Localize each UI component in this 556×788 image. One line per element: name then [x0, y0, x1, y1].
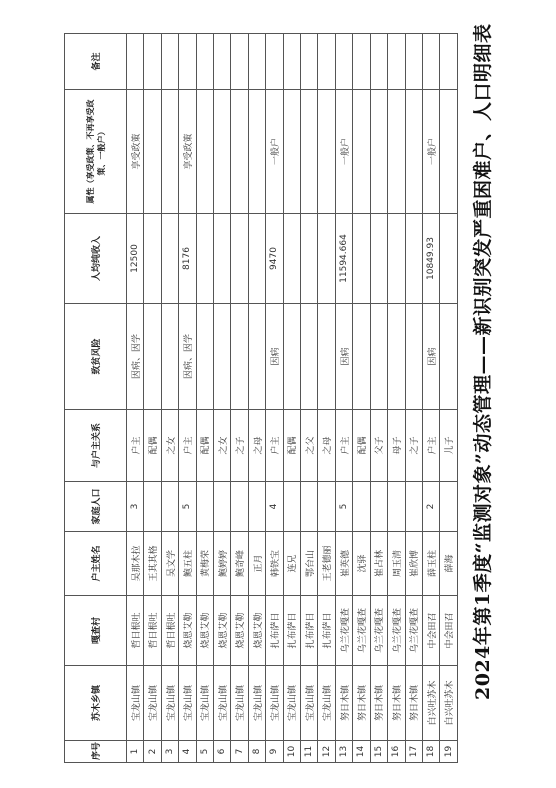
cell-township: 努日木镇 — [335, 666, 352, 741]
cell-seq: 18 — [422, 741, 439, 763]
cell-attribute — [301, 90, 318, 214]
cell-cause: 因病 — [266, 304, 283, 410]
cell-township: 努日木镇 — [370, 666, 387, 741]
cell-seq: 14 — [353, 741, 370, 763]
header-household-size: 家庭人口 — [65, 482, 127, 532]
cell-seq: 11 — [301, 741, 318, 763]
cell-income — [370, 214, 387, 304]
header-township: 苏木乡镇 — [65, 666, 127, 741]
cell-head-name: 崔英德 — [335, 532, 352, 596]
cell-head-name: 崔欣博 — [405, 532, 422, 596]
cell-household-size — [248, 482, 265, 532]
cell-seq: 5 — [196, 741, 213, 763]
cell-attribute: 一般户 — [266, 90, 283, 214]
cell-relation: 户主 — [266, 410, 283, 482]
cell-remark — [283, 34, 300, 90]
cell-income — [214, 214, 231, 304]
header-head-name: 户主姓名 — [65, 532, 127, 596]
cell-seq: 3 — [161, 741, 178, 763]
cell-village: 扎布萨日 — [266, 596, 283, 666]
cell-cause — [214, 304, 231, 410]
cell-income — [248, 214, 265, 304]
cell-head-name: 周玉清 — [388, 532, 405, 596]
cell-cause — [440, 304, 458, 410]
cell-relation: 儿子 — [440, 410, 458, 482]
cell-head-name: 王老德丽 — [318, 532, 335, 596]
cell-head-name: 正月 — [248, 532, 265, 596]
cell-relation: 之女 — [161, 410, 178, 482]
header-cause: 致贫风险 — [65, 304, 127, 410]
table-row — [231, 34, 248, 763]
cell-relation: 之母 — [318, 410, 335, 482]
cell-village: 扎布萨日 — [318, 596, 335, 666]
cell-remark — [422, 34, 439, 90]
cell-township: 宝龙山镇 — [301, 666, 318, 741]
cell-township: 白兴吐苏木 — [440, 666, 458, 741]
table-row — [266, 34, 283, 763]
cell-seq: 13 — [335, 741, 352, 763]
cell-remark — [388, 34, 405, 90]
cell-cause — [248, 304, 265, 410]
cell-seq: 17 — [405, 741, 422, 763]
cell-household-size: 4 — [266, 482, 283, 532]
cell-attribute — [405, 90, 422, 214]
cell-remark — [127, 34, 144, 90]
cell-cause — [196, 304, 213, 410]
cell-village: 扎布萨日 — [301, 596, 318, 666]
table-row — [422, 34, 439, 763]
cell-remark — [370, 34, 387, 90]
cell-cause — [370, 304, 387, 410]
cell-relation: 之子 — [231, 410, 248, 482]
cell-attribute — [370, 90, 387, 214]
header-village: 嘎查村 — [65, 596, 127, 666]
cell-village: 哲日根吐 — [144, 596, 161, 666]
cell-cause: 因病、因学 — [179, 304, 196, 410]
table-row — [248, 34, 265, 763]
cell-township: 宝龙山镇 — [248, 666, 265, 741]
cell-seq: 15 — [370, 741, 387, 763]
cell-income: 10849.93 — [422, 214, 439, 304]
cell-income — [440, 214, 458, 304]
table-row — [161, 34, 178, 763]
cell-village: 烧恩艾勒 — [179, 596, 196, 666]
table-row — [318, 34, 335, 763]
cell-relation: 配偶 — [353, 410, 370, 482]
cell-village: 乌兰花嘎查 — [335, 596, 352, 666]
cell-remark — [335, 34, 352, 90]
table-row — [335, 34, 352, 763]
cell-attribute — [318, 90, 335, 214]
cell-village: 烧恩艾勒 — [248, 596, 265, 666]
cell-cause — [231, 304, 248, 410]
cell-village: 乌兰花嘎查 — [370, 596, 387, 666]
cell-attribute — [144, 90, 161, 214]
cell-head-name: 吴那木拉 — [127, 532, 144, 596]
cell-relation: 之父 — [301, 410, 318, 482]
cell-relation: 配偶 — [196, 410, 213, 482]
cell-seq: 2 — [144, 741, 161, 763]
cell-household-size — [370, 482, 387, 532]
cell-cause — [283, 304, 300, 410]
cell-income: 9470 — [266, 214, 283, 304]
cell-village: 哲日根吐 — [127, 596, 144, 666]
cell-head-name: 韩铁宝 — [266, 532, 283, 596]
cell-seq: 6 — [214, 741, 231, 763]
cell-relation: 配偶 — [144, 410, 161, 482]
cell-attribute — [161, 90, 178, 214]
cell-township: 宝龙山镇 — [266, 666, 283, 741]
header-relation: 与户主关系 — [65, 410, 127, 482]
header-seq: 序号 — [65, 741, 127, 763]
table-row — [440, 34, 458, 763]
cell-household-size — [161, 482, 178, 532]
cell-seq: 10 — [283, 741, 300, 763]
cell-head-name: 连兄 — [283, 532, 300, 596]
cell-remark — [161, 34, 178, 90]
cell-remark — [179, 34, 196, 90]
cell-attribute: 一般户 — [335, 90, 352, 214]
cell-township: 宝龙山镇 — [283, 666, 300, 741]
cell-relation: 之女 — [214, 410, 231, 482]
cell-village: 烧恩艾勒 — [196, 596, 213, 666]
cell-remark — [318, 34, 335, 90]
cell-head-name: 鲍奇峰 — [231, 532, 248, 596]
table-row — [353, 34, 370, 763]
cell-relation: 之子 — [405, 410, 422, 482]
cell-household-size — [388, 482, 405, 532]
cell-township: 努日木镇 — [388, 666, 405, 741]
cell-attribute: 一般户 — [422, 90, 439, 214]
cell-relation: 父子 — [370, 410, 387, 482]
cell-income: 11594.664 — [335, 214, 352, 304]
cell-household-size — [318, 482, 335, 532]
table-row — [388, 34, 405, 763]
cell-cause: 因病 — [422, 304, 439, 410]
cell-income — [301, 214, 318, 304]
cell-township: 宝龙山镇 — [161, 666, 178, 741]
cell-village: 烧恩艾勒 — [231, 596, 248, 666]
header-remark: 备注 — [65, 34, 127, 90]
cell-income — [161, 214, 178, 304]
cell-relation: 户主 — [422, 410, 439, 482]
cell-remark — [440, 34, 458, 90]
cell-head-name: 吴文学 — [161, 532, 178, 596]
cell-household-size — [283, 482, 300, 532]
cell-relation: 户主 — [335, 410, 352, 482]
cell-income — [283, 214, 300, 304]
cell-attribute — [231, 90, 248, 214]
cell-remark — [214, 34, 231, 90]
cell-head-name: 鲍婷婷 — [214, 532, 231, 596]
cell-income: 8176 — [179, 214, 196, 304]
cell-village: 乌兰花嘎查 — [353, 596, 370, 666]
cell-township: 宝龙山镇 — [196, 666, 213, 741]
cell-relation: 户主 — [179, 410, 196, 482]
cell-attribute: 享受政策 — [179, 90, 196, 214]
cell-relation: 之母 — [248, 410, 265, 482]
cell-seq: 8 — [248, 741, 265, 763]
table-row — [283, 34, 300, 763]
table-row — [127, 34, 144, 763]
table-row — [214, 34, 231, 763]
cell-township: 努日木镇 — [353, 666, 370, 741]
cell-attribute — [196, 90, 213, 214]
cell-seq: 19 — [440, 741, 458, 763]
cell-household-size: 2 — [422, 482, 439, 532]
cell-income: 12500 — [127, 214, 144, 304]
cell-township: 宝龙山镇 — [318, 666, 335, 741]
page-title: 2024年第1季度“监测对象”动态管理——新识别突发严重困难户、人口明细表 — [472, 23, 494, 700]
cell-village: 中会田召 — [422, 596, 439, 666]
cell-income — [144, 214, 161, 304]
household-table — [64, 33, 458, 763]
cell-household-size — [353, 482, 370, 532]
cell-remark — [196, 34, 213, 90]
cell-remark — [231, 34, 248, 90]
cell-cause: 因病、因学 — [127, 304, 144, 410]
cell-household-size: 3 — [127, 482, 144, 532]
table-row — [179, 34, 196, 763]
cell-head-name: 沈驿 — [353, 532, 370, 596]
cell-seq: 9 — [266, 741, 283, 763]
cell-household-size: 5 — [179, 482, 196, 532]
cell-household-size: 5 — [335, 482, 352, 532]
cell-township: 宝龙山镇 — [144, 666, 161, 741]
cell-attribute — [388, 90, 405, 214]
cell-income — [196, 214, 213, 304]
cell-head-name: 鲍五柱 — [179, 532, 196, 596]
cell-head-name: 崔占林 — [370, 532, 387, 596]
cell-household-size — [214, 482, 231, 532]
cell-attribute — [214, 90, 231, 214]
cell-seq: 12 — [318, 741, 335, 763]
cell-relation: 户主 — [127, 410, 144, 482]
cell-cause — [405, 304, 422, 410]
cell-remark — [266, 34, 283, 90]
table-row — [301, 34, 318, 763]
cell-township: 宝龙山镇 — [179, 666, 196, 741]
cell-household-size — [196, 482, 213, 532]
cell-income — [231, 214, 248, 304]
cell-village: 扎布萨日 — [283, 596, 300, 666]
cell-seq: 7 — [231, 741, 248, 763]
header-income: 人均纯收入 — [65, 214, 127, 304]
cell-cause — [318, 304, 335, 410]
cell-income — [388, 214, 405, 304]
cell-household-size — [405, 482, 422, 532]
cell-income — [318, 214, 335, 304]
cell-remark — [144, 34, 161, 90]
cell-relation: 配偶 — [283, 410, 300, 482]
cell-attribute: 享受政策 — [127, 90, 144, 214]
cell-income — [353, 214, 370, 304]
cell-township: 努日木镇 — [405, 666, 422, 741]
cell-cause — [388, 304, 405, 410]
cell-relation: 母子 — [388, 410, 405, 482]
cell-attribute — [283, 90, 300, 214]
cell-household-size — [231, 482, 248, 532]
cell-head-name: 薛海 — [440, 532, 458, 596]
cell-village: 乌兰花嘎查 — [405, 596, 422, 666]
cell-head-name: 黄梅荣 — [196, 532, 213, 596]
cell-cause — [353, 304, 370, 410]
cell-township: 白兴吐苏木 — [422, 666, 439, 741]
cell-village: 烧恩艾勒 — [214, 596, 231, 666]
table-row — [370, 34, 387, 763]
cell-township: 宝龙山镇 — [231, 666, 248, 741]
cell-household-size — [144, 482, 161, 532]
cell-seq: 1 — [127, 741, 144, 763]
table-header-row — [65, 34, 127, 763]
cell-village: 中会田召 — [440, 596, 458, 666]
cell-village: 乌兰花嘎查 — [388, 596, 405, 666]
cell-head-name: 王其其格 — [144, 532, 161, 596]
cell-remark — [301, 34, 318, 90]
cell-head-name: 鄂台山 — [301, 532, 318, 596]
cell-cause — [144, 304, 161, 410]
cell-attribute — [440, 90, 458, 214]
header-attribute: 属性（享受政策、不再享受政策、一般户） — [65, 90, 127, 214]
cell-remark — [248, 34, 265, 90]
cell-cause — [161, 304, 178, 410]
cell-remark — [405, 34, 422, 90]
table-row — [144, 34, 161, 763]
cell-township: 宝龙山镇 — [214, 666, 231, 741]
cell-attribute — [248, 90, 265, 214]
cell-village: 哲日根吐 — [161, 596, 178, 666]
cell-cause — [301, 304, 318, 410]
cell-seq: 16 — [388, 741, 405, 763]
cell-attribute — [353, 90, 370, 214]
cell-remark — [353, 34, 370, 90]
table-row — [196, 34, 213, 763]
cell-cause: 因病 — [335, 304, 352, 410]
table-row — [405, 34, 422, 763]
cell-income — [405, 214, 422, 304]
cell-seq: 4 — [179, 741, 196, 763]
table-body — [127, 34, 458, 763]
cell-household-size — [440, 482, 458, 532]
cell-head-name: 薛玉柱 — [422, 532, 439, 596]
cell-household-size — [301, 482, 318, 532]
cell-township: 宝龙山镇 — [127, 666, 144, 741]
